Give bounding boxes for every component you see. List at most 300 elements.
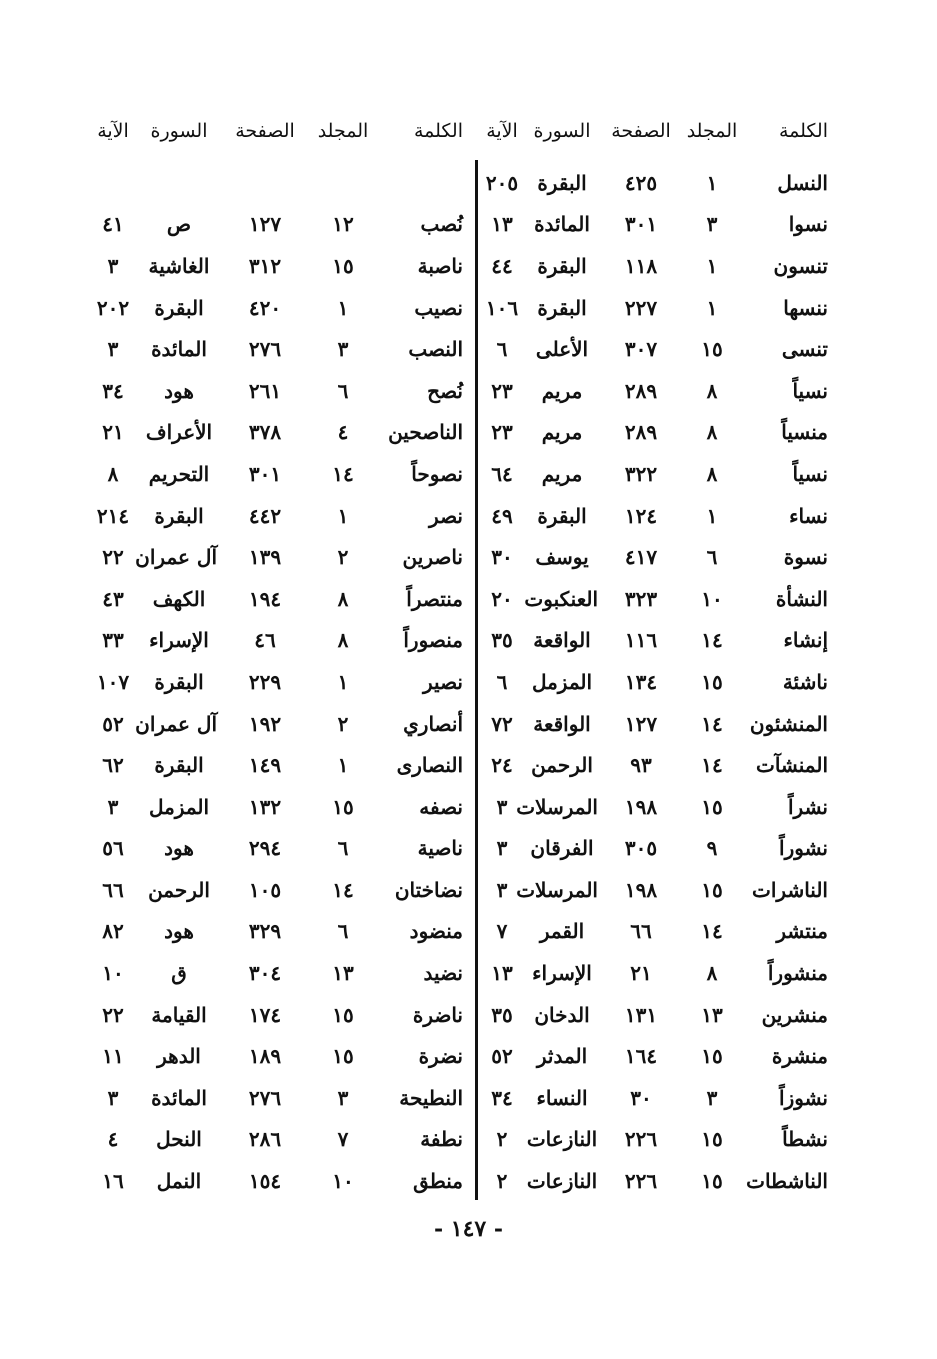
page-cell: ١٨٩ (248, 1044, 282, 1069)
surah-cell: الإسراء (149, 628, 209, 653)
page-cell: ١٩٨ (624, 877, 658, 902)
word-cell: النطيحة (399, 1085, 463, 1110)
surah-cell: النمل (156, 1169, 202, 1194)
volume-cell: ١٥ (701, 1044, 723, 1069)
volume-cell: ٣ (337, 1085, 349, 1110)
word-cell: نصفه (419, 794, 463, 819)
word-cell: منشرين (761, 1002, 828, 1027)
ayah-cell: ٨ (107, 461, 119, 486)
table-row (478, 911, 828, 953)
table-row (85, 869, 463, 911)
surah-cell: الدخان (534, 1002, 590, 1027)
page-cell: ٤٢٠ (248, 295, 282, 320)
table-row (478, 828, 828, 870)
page-cell: ١٩٨ (624, 794, 658, 819)
page-cell: ١١٦ (624, 628, 658, 653)
ayah-cell: ٢٤ (491, 753, 513, 778)
table-row (85, 245, 463, 287)
surah-cell: البقرة (154, 669, 204, 694)
surah-cell: البقرة (154, 503, 204, 528)
volume-cell: ٣ (706, 212, 718, 237)
surah-cell: المزمل (531, 669, 593, 694)
page-cell: ١٠٥ (248, 877, 282, 902)
page-cell: ١٤٩ (248, 753, 282, 778)
word-cell: النصارى (396, 753, 463, 778)
table-row (478, 952, 828, 994)
ayah-cell: ٢٣ (491, 378, 513, 403)
table-row (478, 1035, 828, 1077)
volume-cell: ١ (337, 295, 349, 320)
volume-cell: ٢ (337, 711, 349, 736)
ayah-cell: ١٠ (102, 961, 124, 986)
page-cell: ١٥٤ (248, 1169, 282, 1194)
ayah-cell: ٤ (107, 1127, 119, 1152)
ayah-cell: ٣ (107, 253, 119, 278)
volume-cell: ١٥ (332, 1002, 354, 1027)
page-cell: ١٣١ (624, 1002, 658, 1027)
ayah-cell: ٤٤ (491, 253, 513, 278)
table-row (85, 287, 463, 329)
table-row (478, 328, 828, 370)
table-row (85, 661, 463, 703)
surah-cell: القيامة (151, 1002, 207, 1027)
table-row (85, 453, 463, 495)
surah-cell: الغاشية (148, 253, 210, 278)
page-cell: ٢٧٦ (248, 337, 282, 362)
surah-cell: المائدة (534, 212, 590, 237)
volume-cell: ٦ (337, 836, 349, 861)
page-cell: ٢٨٩ (624, 378, 658, 403)
surah-cell: مريم (541, 378, 583, 403)
volume-cell: ٨ (706, 420, 718, 445)
page-cell: ١٣٩ (248, 545, 282, 570)
word-cell: ناضرة (412, 1002, 463, 1027)
word-cell: ناصبة (417, 253, 463, 278)
ayah-cell: ٥٦ (102, 836, 124, 861)
table-row (85, 578, 463, 620)
right-table-header (478, 120, 828, 154)
word-cell: ننسها (783, 295, 828, 320)
word-cell: نسياً (792, 461, 828, 486)
page-cell: ٢٢٩ (248, 669, 282, 694)
page-cell: ٣٠١ (624, 212, 658, 237)
ayah-cell: ٤٣ (102, 586, 124, 611)
left-index-table (85, 120, 463, 1202)
volume-cell: ١٤ (701, 753, 723, 778)
ayah-cell: ١٣ (491, 961, 513, 986)
volume-cell: ٨ (706, 378, 718, 403)
volume-cell: ٢ (337, 545, 349, 570)
page-cell: ٤٢٥ (624, 170, 658, 195)
header-surah: السورة (533, 120, 591, 142)
ayah-cell: ٣ (107, 337, 119, 362)
volume-cell: ١٥ (332, 253, 354, 278)
word-cell: نطفة (420, 1127, 463, 1152)
ayah-cell: ٤٩ (491, 503, 513, 528)
ayah-cell: ٣ (496, 794, 508, 819)
header-ayah: الآية (486, 120, 518, 142)
ayah-cell: ١٠٦ (485, 295, 519, 320)
table-row (478, 578, 828, 620)
ayah-cell: ٣٥ (491, 628, 513, 653)
ayah-cell: ٣٣ (102, 628, 124, 653)
volume-cell: ٩ (706, 836, 718, 861)
table-row (85, 1160, 463, 1202)
surah-cell: المائدة (151, 1085, 207, 1110)
volume-cell: ٨ (337, 586, 349, 611)
word-cell: النشأة (775, 586, 828, 611)
word-cell: منشرة (771, 1044, 828, 1069)
surah-cell: الأعلى (535, 337, 589, 362)
surah-cell: يوسف (535, 545, 589, 570)
ayah-cell: ٣ (107, 794, 119, 819)
surah-cell: الرحمن (148, 877, 210, 902)
header-word: الكلمة (778, 120, 828, 142)
ayah-cell: ٦ (496, 337, 508, 362)
page-cell: ٢٩٤ (248, 836, 282, 861)
page-cell: ٤٦ (254, 628, 276, 653)
header-volume: المجلد (686, 120, 738, 142)
surah-cell: المزمل (148, 794, 210, 819)
table-row (478, 703, 828, 745)
header-page: الصفحة (611, 120, 671, 142)
surah-cell: الإسراء (532, 961, 592, 986)
table-row (85, 911, 463, 953)
ayah-cell: ١١ (102, 1044, 124, 1069)
page-cell: ٢٢٧ (624, 295, 658, 320)
ayah-cell: ٢٠ (491, 586, 513, 611)
table-row (85, 1119, 463, 1161)
word-cell: نشراً (788, 794, 828, 819)
surah-cell: الواقعة (533, 711, 591, 736)
volume-cell: ١ (706, 170, 718, 195)
word-cell: النسل (777, 170, 828, 195)
table-row (85, 204, 463, 246)
surah-cell: ق (171, 961, 187, 986)
ayah-cell: ٢٢ (102, 1002, 124, 1027)
header-word: الكلمة (413, 120, 463, 142)
table-row (478, 370, 828, 412)
word-cell: منضود (409, 919, 463, 944)
left-table-header (85, 120, 463, 154)
table-row (85, 328, 463, 370)
ayah-cell: ٣٤ (491, 1085, 513, 1110)
header-page: الصفحة (235, 120, 295, 142)
surah-cell: ص (166, 212, 192, 237)
word-cell: النصب (408, 337, 463, 362)
word-cell: نضرة (418, 1044, 463, 1069)
volume-cell: ١ (706, 253, 718, 278)
volume-cell: ٤ (337, 420, 349, 445)
ayah-cell: ١٦ (102, 1169, 124, 1194)
table-row (85, 495, 463, 537)
ayah-cell: ٣ (107, 1085, 119, 1110)
word-cell: منطق (413, 1169, 463, 1194)
ayah-cell: ٥٢ (102, 711, 124, 736)
volume-cell: ١ (706, 503, 718, 528)
surah-cell: آل عمران (135, 545, 217, 570)
word-cell: منسياً (781, 420, 828, 445)
table-row (478, 453, 828, 495)
page-cell: ٢٦١ (248, 378, 282, 403)
volume-cell: ١٤ (332, 877, 354, 902)
surah-cell: العنكبوت (524, 586, 598, 611)
ayah-cell: ٢ (496, 1127, 508, 1152)
word-cell: نصير (423, 669, 463, 694)
surah-cell: النازعات (526, 1169, 598, 1194)
word-cell: نسوة (783, 545, 828, 570)
ayah-cell: ٢١ (102, 420, 124, 445)
word-cell: تنسون (773, 253, 828, 278)
page-cell: ١٩٤ (248, 586, 282, 611)
surah-cell: الدهر (157, 1044, 201, 1069)
table-row (478, 245, 828, 287)
page-cell: ٢٨٩ (624, 420, 658, 445)
volume-cell: ١٢ (332, 212, 354, 237)
page-cell: ١٩٢ (248, 711, 282, 736)
surah-cell: آل عمران (135, 711, 217, 736)
ayah-cell: ٢ (496, 1169, 508, 1194)
column-divider (475, 160, 478, 1200)
ayah-cell: ٤١ (102, 212, 124, 237)
page-cell: ٣٠٧ (624, 337, 658, 362)
word-cell: منتصراً (406, 586, 463, 611)
page-cell: ١١٨ (624, 253, 658, 278)
volume-cell: ٣ (337, 337, 349, 362)
volume-cell: ١ (337, 753, 349, 778)
surah-cell: البقرة (537, 503, 587, 528)
page-cell: ١٦٤ (624, 1044, 658, 1069)
surah-cell: هود (164, 836, 194, 861)
volume-cell: ٦ (337, 919, 349, 944)
table-row (478, 869, 828, 911)
word-cell: المنشآت (755, 753, 828, 778)
table-row (478, 661, 828, 703)
header-volume: المجلد (317, 120, 369, 142)
table-row (478, 536, 828, 578)
volume-cell: ٨ (337, 628, 349, 653)
surah-cell: البقرة (537, 253, 587, 278)
surah-cell: البقرة (154, 295, 204, 320)
surah-cell: التحريم (148, 461, 210, 486)
volume-cell: ١٣ (332, 961, 354, 986)
surah-cell: المرسلات (516, 877, 598, 902)
word-cell: ناشئة (782, 669, 828, 694)
table-row (85, 370, 463, 412)
table-row (478, 620, 828, 662)
surah-cell: المائدة (151, 337, 207, 362)
word-cell: نضاختان (394, 877, 463, 902)
word-cell: الناشطات (746, 1169, 828, 1194)
surah-cell: النازعات (526, 1127, 598, 1152)
word-cell: نُصب (420, 212, 463, 237)
volume-cell: ١٥ (701, 1169, 723, 1194)
surah-cell: النحل (156, 1127, 202, 1152)
page-cell: ١٣٢ (248, 794, 282, 819)
surah-cell: المدثر (536, 1044, 588, 1069)
word-cell: نُصح (427, 378, 463, 403)
ayah-cell: ٦٤ (491, 461, 513, 486)
ayah-cell: ٧٢ (491, 711, 513, 736)
empty-row (85, 162, 463, 204)
left-table-body (85, 162, 463, 1202)
table-row (85, 620, 463, 662)
page-cell: ١٧٤ (248, 1002, 282, 1027)
word-cell: نساء (789, 503, 828, 528)
word-cell: نسوا (788, 212, 828, 237)
word-cell: تنسى (781, 337, 828, 362)
ayah-cell: ٢٠٥ (485, 170, 519, 195)
page-cell: ٣٢٩ (248, 919, 282, 944)
page-cell: ٦٦ (630, 919, 652, 944)
ayah-cell: ٣٥ (491, 1002, 513, 1027)
ayah-cell: ٢٠٢ (96, 295, 130, 320)
word-cell: الناشرات (752, 877, 828, 902)
surah-cell: الأعراف (145, 420, 213, 445)
word-cell: نصيب (414, 295, 463, 320)
header-ayah: الآية (97, 120, 129, 142)
table-row (478, 786, 828, 828)
volume-cell: ١٠ (701, 586, 723, 611)
table-row (85, 786, 463, 828)
surah-cell: هود (164, 919, 194, 944)
ayah-cell: ٢٢ (102, 545, 124, 570)
word-cell: نصر (429, 503, 463, 528)
volume-cell: ١٣ (701, 1002, 723, 1027)
page-cell: ٢٢٦ (624, 1169, 658, 1194)
ayah-cell: ٦٦ (102, 877, 124, 902)
page-cell: ١٢٤ (624, 503, 658, 528)
page-cell: ٣٢٢ (624, 461, 658, 486)
volume-cell: ١ (337, 503, 349, 528)
table-row (85, 412, 463, 454)
table-row (478, 287, 828, 329)
page-cell: ٣٠٤ (248, 961, 282, 986)
table-row (478, 1119, 828, 1161)
word-cell: نضيد (423, 961, 463, 986)
volume-cell: ١٤ (701, 711, 723, 736)
volume-cell: ٦ (706, 545, 718, 570)
page-cell: ١٢٧ (624, 711, 658, 736)
ayah-cell: ٨٢ (102, 919, 124, 944)
ayah-cell: ٣٤ (102, 378, 124, 403)
ayah-cell: ٣ (496, 836, 508, 861)
word-cell: منتشر (776, 919, 828, 944)
table-row (85, 994, 463, 1036)
volume-cell: ١٤ (332, 461, 354, 486)
surah-cell: هود (164, 378, 194, 403)
surah-cell: الرحمن (531, 753, 593, 778)
ayah-cell: ٣٠ (491, 545, 513, 570)
word-cell: نشوزاً (779, 1085, 828, 1110)
page-cell: ٣٧٨ (248, 420, 282, 445)
table-row (478, 204, 828, 246)
page-cell: ٢٢٦ (624, 1127, 658, 1152)
surah-cell: مريم (541, 420, 583, 445)
right-table-body (478, 162, 828, 1202)
word-cell: الناصحين (388, 420, 463, 445)
table-row (478, 1160, 828, 1202)
page-cell: ١٣٤ (624, 669, 658, 694)
surah-cell: المرسلات (516, 794, 598, 819)
page-cell: ٣٠٥ (624, 836, 658, 861)
table-row (478, 412, 828, 454)
table-row (85, 703, 463, 745)
page-cell: ٤٤٢ (248, 503, 282, 528)
volume-cell: ١٠ (332, 1169, 354, 1194)
volume-cell: ١٥ (701, 1127, 723, 1152)
volume-cell: ٧ (337, 1127, 349, 1152)
surah-cell: الواقعة (533, 628, 591, 653)
table-row (478, 1077, 828, 1119)
ayah-cell: ٢١٤ (96, 503, 130, 528)
ayah-cell: ٣ (496, 877, 508, 902)
volume-cell: ٣ (706, 1085, 718, 1110)
word-cell: منشوراً (767, 961, 828, 986)
table-row (85, 828, 463, 870)
table-row (85, 1035, 463, 1077)
volume-cell: ٨ (706, 961, 718, 986)
table-row (85, 744, 463, 786)
right-index-table (478, 120, 828, 1202)
surah-cell: الكهف (152, 586, 206, 611)
table-row (478, 162, 828, 204)
word-cell: أنصاري (403, 711, 463, 736)
word-cell: منصوراً (403, 628, 463, 653)
header-surah: السورة (150, 120, 208, 142)
word-cell: المنشئون (749, 711, 828, 736)
surah-cell: البقرة (537, 295, 587, 320)
table-row (478, 994, 828, 1036)
surah-cell: البقرة (154, 753, 204, 778)
surah-cell: الفرقان (530, 836, 594, 861)
ayah-cell: ١٣ (491, 212, 513, 237)
page-cell: ٣١٢ (248, 253, 282, 278)
volume-cell: ١ (337, 669, 349, 694)
ayah-cell: ٦ (496, 669, 508, 694)
volume-cell: ١٥ (701, 669, 723, 694)
volume-cell: ١٥ (332, 1044, 354, 1069)
volume-cell: ١ (706, 295, 718, 320)
word-cell: نشوراً (779, 836, 828, 861)
word-cell: نشطاً (782, 1127, 828, 1152)
word-cell: ناصرين (402, 545, 463, 570)
ayah-cell: ١٠٧ (96, 669, 130, 694)
volume-cell: ١٥ (332, 794, 354, 819)
surah-cell: النساء (536, 1085, 588, 1110)
table-row (478, 744, 828, 786)
volume-cell: ١٥ (701, 877, 723, 902)
volume-cell: ٦ (337, 378, 349, 403)
page-cell: ٩٣ (630, 753, 652, 778)
table-row (478, 495, 828, 537)
table-row (85, 1077, 463, 1119)
table-row (85, 952, 463, 994)
volume-cell: ١٤ (701, 628, 723, 653)
word-cell: نسياً (792, 378, 828, 403)
table-row (85, 536, 463, 578)
surah-cell: مريم (541, 461, 583, 486)
ayah-cell: ٧ (496, 919, 508, 944)
page-cell: ٢١ (630, 961, 652, 986)
page-cell: ٣٠ (630, 1085, 652, 1110)
ayah-cell: ٦٢ (102, 753, 124, 778)
volume-cell: ١٥ (701, 794, 723, 819)
word-cell: نصوحاً (411, 461, 463, 486)
page-cell: ٣٠١ (248, 461, 282, 486)
word-cell: ناصية (417, 836, 463, 861)
volume-cell: ٨ (706, 461, 718, 486)
